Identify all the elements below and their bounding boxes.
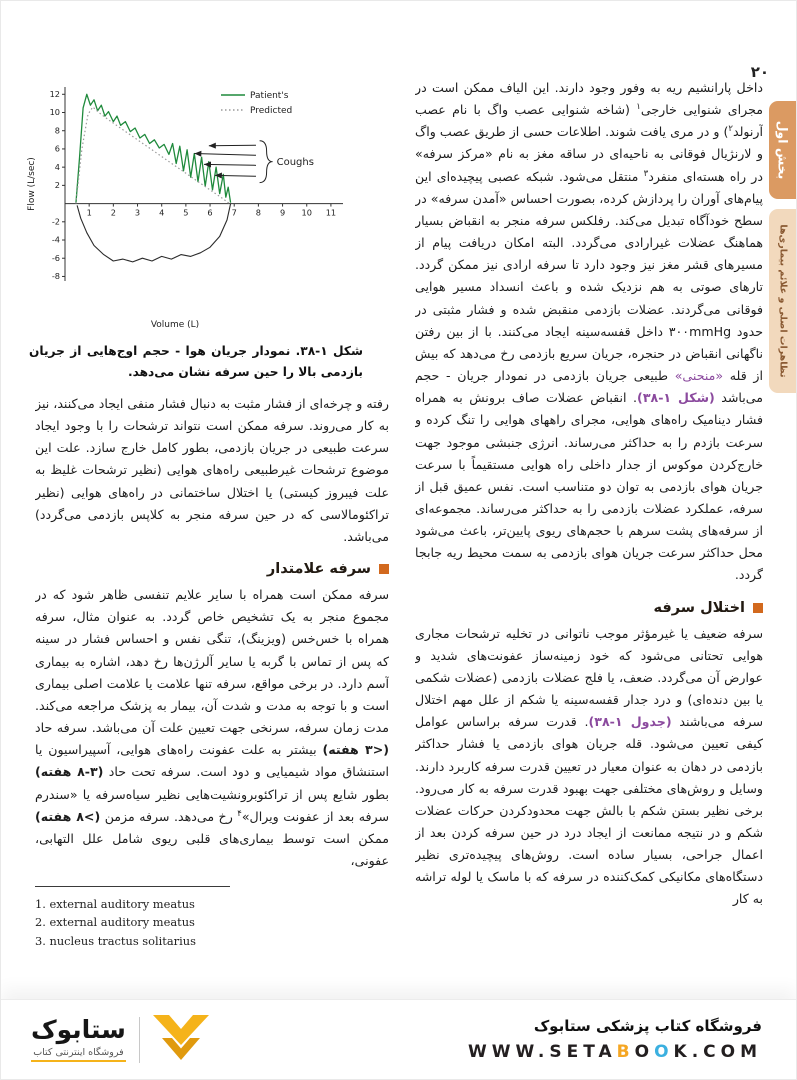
svg-text:5: 5: [183, 207, 189, 218]
square-bullet-icon: [753, 603, 763, 613]
svg-text:Coughs: Coughs: [276, 157, 314, 169]
svg-text:6: 6: [207, 207, 213, 218]
footnote-1: 1. external auditory meatus: [35, 897, 195, 912]
figure-caption: شکل ۱-۳۸. نمودار جریان هوا - حجم اوج‌هایی از جریان بازدمی بالا را حین سرفه نشان می‌دهد.: [29, 344, 363, 379]
side-tab-section-one: [769, 101, 796, 199]
section-heading-label: اختلال سرفه: [653, 599, 745, 616]
footnote-3: 3. nucleus tractus solitarius: [35, 933, 196, 948]
svg-text:6: 6: [54, 143, 60, 154]
flow-volume-chart-svg: [25, 79, 363, 333]
svg-text:11: 11: [325, 207, 337, 218]
square-bullet-icon: [379, 564, 389, 574]
svg-text:Patient's: Patient's: [250, 91, 289, 101]
svg-text:3: 3: [134, 207, 141, 218]
svg-text:10: 10: [301, 207, 312, 218]
svg-text:-2: -2: [51, 216, 60, 227]
side-tab-manifestations-label: تظاهرات اصلی و علائم بیماری‌ها: [777, 224, 788, 378]
svg-text:-6: -6: [51, 252, 60, 263]
side-tab-section-one-label: بخش اول: [775, 120, 790, 180]
column-right: [415, 77, 763, 1005]
brand-wordmark: [31, 1017, 126, 1061]
setabook-brand: [31, 1015, 209, 1065]
section-heading-label: سرفه علامتدار: [266, 561, 371, 578]
column-left: [35, 393, 389, 1005]
svg-text:4: 4: [159, 207, 165, 218]
paragraph-symptomatic-cough: سرفه ممکن است همراه با سایر علایم تنفسی ظاهر شود که در مجموع منجر به یک تشخیص خاص گردد. به عنوان مثال، سرفه همراه با خس‌خس (ویزینگ)، تنگی نفس و احساس فشار در سینه که پس از تماس با گربه یا سایر آلرژن‌ها رخ دهد، اشاره به بیماری آسم دارد. در برخی مواقع، سرفه تنها علامت یا علامت اصلی بیماری است و با توجه به مدت و شدت آن، بیمار به پزشک مراجعه می‌کند. مدت زمان سرفه، سرنخی جهت تعیین علت آن می‌باشد. سرفه حاد (<۳ هفته) بیشتر به علت عفونت راه‌های هوایی، آسپیراسیون یا استنشاق مواد شیمیایی و دود است. سرفه تحت حاد (۳-۸ هفته) بطور شایع پس از تراکئوبرونشیت‌هایی نظیر سیاه‌سرفه یا «سندرم سرفه بعد از عفونت ویرال»$^۴$ رخ می‌دهد. سرفه مزمن (>۸ هفته) ممکن است توسط بیماری‌های قلبی ریوی شامل علل التهابی، عفونی،: [35, 587, 389, 868]
svg-text:-4: -4: [51, 234, 60, 245]
footer-website-url: WWW.SETABOOK.COM: [468, 1042, 762, 1062]
side-tab-manifestations: [769, 209, 796, 393]
page-number: ۲۰: [750, 63, 769, 81]
section-heading-symptomatic-cough: [35, 561, 389, 577]
svg-text:-8: -8: [51, 271, 60, 282]
paragraph-cough-impairment: سرفه ضعیف یا غیرمؤثر موجب ناتوانی در تخلیه ترشحات مجاری هوایی تحتانی می‌شود که خود زمینه‌ساز عفونت‌های شدید و عوارض آن می‌گردد. ضعف، یا فلج عضلات بازدمی (عضلات شکمی یا بین دنده‌ای) و درد جدار قفسه‌سینه یا شکم از علل مهم اختلال سرفه می‌باشند (جدول ۱-۳۸). قدرت سرفه براساس عوامل کیفی تعیین می‌شود. قله جریان هوای بازدمی یا فشار حداکثر بازدمی در دهان به عنوان معیار در تعیین قدرت سرفه کاربرد دارند. وسایل و روش‌های مختلفی جهت بهبود قدرت سرفه به کار می‌رود. برخی نظیر بستن شکم با بالش جهت محدودکردن حرکات عضلات شکم و در نتیجه ممانعت از ایجاد درد در حین سرفه کردن بعد از اعمال جراحی، بسیار ساده است. روش‌های پیچیده‌تری نظیر دستگاه‌های مکانیکی کمک‌کننده در سرفه که با ماسک یا لوله تراشه به کار: [415, 625, 763, 907]
footer-text: [468, 1017, 762, 1062]
footnotes: [35, 886, 389, 950]
svg-text:9: 9: [279, 207, 286, 218]
svg-text:4: 4: [54, 161, 60, 172]
brand-tagline: فروشگاه اینترنتی کتاب: [31, 1047, 126, 1062]
svg-text:8: 8: [255, 207, 262, 218]
svg-text:Predicted: Predicted: [250, 106, 293, 116]
setabook-chevron-logo-icon: [153, 1015, 209, 1065]
svg-text:7: 7: [231, 207, 237, 218]
brand-name-fa: ستابوک: [31, 1015, 126, 1045]
svg-text:8: 8: [54, 125, 60, 136]
svg-text:10: 10: [49, 107, 60, 118]
svg-text:2: 2: [110, 207, 116, 218]
svg-text:Flow (L/sec): Flow (L/sec): [27, 157, 37, 211]
section-heading-cough-impairment: [415, 600, 763, 616]
paragraph-cough-reflex: داخل پارانشیم ریه به وفور وجود دارند. این الیاف ممکن است در مجرای شنوایی خارجی$^۱$ (شاخه شنوایی عصب واگ با نام عصب آرنولد$^۲$) و در مری یافت شوند. اطلاعات حسی از طریق عصب واگ و لارنژیال فوقانی به ناحیه‌ای در ساقه مغز به نام «مرکز سرفه» در راه هسته‌ای منفرد$^۳$ منتقل می‌شود. شبکه عصبی پیچیده‌ای این پیام‌های آوران را پردازش کرده، بصورت احساس «آمدن سرفه» در سطح خودآگاه تبدیل می‌کند. رفلکس سرفه منجر به انقباض بسیار هماهنگ عضلات غیرارادی می‌گردد. البته امکان دریافت پیام از مسیرهای قشر مغز نیز وجود دارد تا سرفه ارادی نیز ممکن گردد. تارهای صوتی به هم نزدیک شده و باعث انسداد مسیر هوایی فوقانی می‌گردند. عضلات بازدمی منقبض شده و فشار مثبتی در حدود ۳۰۰mmHg داخل قفسه‌سینه ایجاد می‌کنند. با از بین رفتن ناگهانی انقباض در حنجره، جریان سریع بازدمی رخ می‌دهد که بیش از قله «منحنی» طبیعی جریان بازدمی در نمودار جریان - حجم می‌باشد (شکل ۱-۳۸). انقباض عضلات صاف برونش به همراه فشار دینامیک راه‌های هوایی، مجرای راههای هوایی را تنگ کرده و سرعت بازدم را به حداکثر می‌رساند. انرژی جنبشی موجود جهت خارج‌کردن موکوس از جدار داخلی راه هوایی مستقیماً با سرعت جریان هوای بازدمی به توان دو متناسب است. نفس عمیق قبل از سرفه، عملکرد عضلات بازدمی را به حداکثر می‌رساند. مجموعه‌ای از سرفه‌های پشت سرهم با حجم‌های ریوی پایین‌تر، باعث می‌شود محل حداکثر سرعت جریان هوای بازدمی به سمت محیط ریه جابجا گردد.: [415, 80, 763, 583]
svg-text:Volume (L): Volume (L): [150, 320, 200, 330]
brand-divider: [139, 1017, 140, 1063]
footnote-divider: [35, 886, 230, 887]
paragraph-cough-clearance: رفته و چرخه‌ای از فشار مثبت به دنبال فشار منفی ایجاد می‌کنند، نیز به کار می‌روند. سرفه ممکن است نتواند ترشحات را با وجود ایجاد سرعت طبیعی در جریان بازدمی، بطور کامل خارج سازد. علت این موضوع ترشحات غیرطبیعی راه‌های هوایی (نظیر ترشحات غلیظ به علت فیبروز کیستی) یا اختلال ساختمانی در راه‌های هوایی (نظیر تراکئومالاسی که در حین سرفه منجر به کلاپس بازدمی می‌گردد) می‌باشد.: [35, 396, 389, 544]
svg-text:1: 1: [86, 207, 92, 218]
footnote-2: 2. external auditory meatus: [35, 915, 195, 930]
svg-text:2: 2: [54, 179, 60, 190]
flow-volume-chart: [25, 79, 363, 333]
footer: [1, 999, 796, 1079]
footer-store-title: فروشگاه کتاب پزشکی ستابوک: [533, 1017, 762, 1035]
svg-text:12: 12: [49, 88, 60, 99]
